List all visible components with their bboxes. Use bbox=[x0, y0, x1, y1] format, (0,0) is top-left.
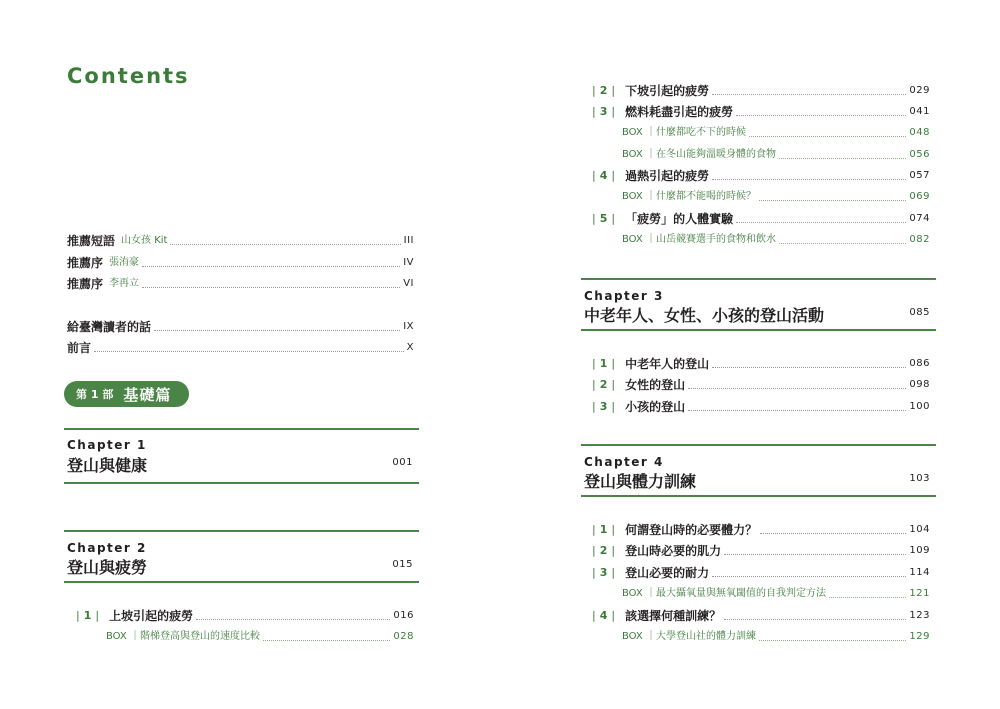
front-entry[interactable] bbox=[67, 277, 414, 291]
leader-dots bbox=[829, 597, 906, 598]
chapter-number: Chapter 4 bbox=[584, 455, 664, 469]
section-title: 燃料耗盡引起的疲勞 bbox=[625, 105, 734, 119]
chapter-header[interactable] bbox=[64, 428, 419, 484]
toc-section-entry[interactable] bbox=[588, 84, 930, 98]
section-title: 上坡引起的疲勞 bbox=[109, 609, 194, 623]
front-entry-label: 前言 bbox=[67, 341, 92, 355]
page-number: X bbox=[406, 342, 414, 353]
section-title: 過熱引起的疲勞 bbox=[625, 169, 710, 183]
section-number: | 1 | bbox=[76, 609, 100, 622]
page-number: 057 bbox=[909, 170, 930, 181]
leader-dots bbox=[94, 351, 404, 352]
section-title: 下坡引起的疲勞 bbox=[625, 84, 710, 98]
box-title: BOX ｜階梯登高與登山的速度比較 bbox=[106, 631, 260, 642]
part-title: 基礎篇 bbox=[123, 385, 172, 404]
chapter-title: 登山與健康 bbox=[67, 456, 148, 475]
leader-dots bbox=[759, 640, 906, 641]
toc-box-entry[interactable] bbox=[622, 587, 930, 601]
section-title: 登山時必要的肌力 bbox=[625, 544, 722, 558]
front-entry-author: 李再立 bbox=[109, 278, 140, 289]
toc-section-entry[interactable] bbox=[588, 544, 930, 558]
page-number: 121 bbox=[909, 588, 930, 599]
chapter-number: Chapter 1 bbox=[67, 438, 147, 452]
page-number: 086 bbox=[909, 358, 930, 369]
page-number: III bbox=[403, 235, 414, 246]
box-title: BOX ｜什麼都吃不下的時候 bbox=[622, 127, 746, 138]
chapter-rule-top bbox=[64, 530, 419, 532]
box-title: BOX ｜最大攝氧量與無氧閾值的自我判定方法 bbox=[622, 588, 826, 599]
leader-dots bbox=[712, 367, 906, 368]
page-number: 041 bbox=[909, 106, 930, 117]
front-entry[interactable] bbox=[67, 320, 414, 334]
toc-box-entry[interactable] bbox=[622, 190, 930, 204]
page-number: 069 bbox=[909, 191, 930, 202]
chapter-rule-top bbox=[581, 444, 936, 446]
page-number: 098 bbox=[909, 379, 930, 390]
section-number: | 4 | bbox=[592, 609, 616, 622]
leader-dots bbox=[760, 533, 906, 534]
page-number: 048 bbox=[909, 127, 930, 138]
toc-box-entry[interactable] bbox=[622, 630, 930, 644]
leader-dots bbox=[196, 619, 390, 620]
page-number: 028 bbox=[393, 631, 414, 642]
page-number: 001 bbox=[392, 457, 413, 468]
section-number: | 2 | bbox=[592, 378, 616, 391]
section-number: | 3 | bbox=[592, 400, 616, 413]
page-number: IX bbox=[403, 321, 414, 332]
toc-box-entry[interactable] bbox=[622, 126, 930, 140]
toc-section-entry[interactable] bbox=[72, 609, 414, 623]
front-entry-author: 張洧豪 bbox=[109, 257, 140, 268]
leader-dots bbox=[142, 266, 400, 267]
toc-section-entry[interactable] bbox=[588, 357, 930, 371]
page-number: 104 bbox=[909, 524, 930, 535]
leader-dots bbox=[712, 94, 906, 95]
chapter-rule-top bbox=[64, 428, 419, 430]
leader-dots bbox=[263, 640, 390, 641]
toc-box-entry[interactable] bbox=[622, 233, 930, 247]
page-number: IV bbox=[403, 257, 414, 268]
section-number: | 2 | bbox=[592, 544, 616, 557]
toc-section-entry[interactable] bbox=[588, 212, 930, 226]
leader-dots bbox=[712, 576, 906, 577]
leader-dots bbox=[759, 200, 906, 201]
section-title: 何謂登山時的必要體力？ bbox=[625, 523, 758, 537]
chapter-title: 登山與體力訓練 bbox=[584, 472, 697, 491]
front-entry-label: 推薦短語 bbox=[67, 234, 116, 248]
section-number: | 1 | bbox=[592, 523, 616, 536]
toc-section-entry[interactable] bbox=[588, 400, 930, 414]
page-number: 085 bbox=[909, 307, 930, 318]
page-number: 056 bbox=[909, 149, 930, 160]
section-title: 「疲勞」的人體實驗 bbox=[625, 212, 734, 226]
toc-section-entry[interactable] bbox=[588, 169, 930, 183]
front-entry[interactable] bbox=[67, 256, 414, 270]
leader-dots bbox=[688, 388, 906, 389]
box-title: BOX ｜大學登山社的體力訓練 bbox=[622, 631, 756, 642]
part-badge bbox=[64, 381, 189, 407]
page-number: 103 bbox=[909, 473, 930, 484]
section-title: 小孩的登山 bbox=[625, 400, 686, 414]
leader-dots bbox=[688, 410, 906, 411]
section-title: 女性的登山 bbox=[625, 378, 686, 392]
toc-section-entry[interactable] bbox=[588, 105, 930, 119]
box-title: BOX ｜山岳競賽選手的食物和飲水 bbox=[622, 234, 776, 245]
chapter-title: 登山與疲勞 bbox=[67, 558, 148, 577]
page-number: 074 bbox=[909, 213, 930, 224]
toc-section-entry[interactable] bbox=[588, 523, 930, 537]
contents-title: Contents bbox=[67, 64, 190, 88]
front-entry[interactable] bbox=[67, 341, 414, 355]
section-number: | 1 | bbox=[592, 357, 616, 370]
toc-section-entry[interactable] bbox=[588, 566, 930, 580]
front-entry-author: 山女孩 Kit bbox=[121, 235, 168, 246]
box-title: BOX ｜什麼都不能喝的時候？ bbox=[622, 191, 756, 202]
leader-dots bbox=[779, 243, 906, 244]
chapter-header[interactable] bbox=[581, 444, 936, 498]
leader-dots bbox=[779, 158, 906, 159]
chapter-rule-bottom bbox=[64, 581, 419, 583]
front-entry-label: 推薦序 bbox=[67, 256, 104, 270]
chapter-title: 中老年人、女性、小孩的登山活動 bbox=[584, 306, 825, 325]
page-number: 114 bbox=[909, 567, 930, 578]
part-number: 第 1 部 bbox=[76, 388, 114, 401]
section-title: 該選擇何種訓練？ bbox=[625, 609, 722, 623]
section-number: | 3 | bbox=[592, 566, 616, 579]
leader-dots bbox=[749, 136, 906, 137]
section-title: 中老年人的登山 bbox=[625, 357, 710, 371]
section-title: 登山必要的耐力 bbox=[625, 566, 710, 580]
page-number: 015 bbox=[392, 559, 413, 570]
box-title: BOX ｜在冬山能夠溫暖身體的食物 bbox=[622, 149, 776, 160]
section-number: | 4 | bbox=[592, 169, 616, 182]
leader-dots bbox=[724, 554, 906, 555]
chapter-rule-top bbox=[581, 278, 936, 280]
chapter-header[interactable] bbox=[581, 278, 936, 332]
page-number: 029 bbox=[909, 85, 930, 96]
chapter-number: Chapter 2 bbox=[67, 541, 147, 555]
leader-dots bbox=[712, 179, 906, 180]
front-entry-label: 給臺灣讀者的話 bbox=[67, 320, 152, 334]
front-entry-label: 推薦序 bbox=[67, 277, 104, 291]
leader-dots bbox=[142, 287, 400, 288]
leader-dots bbox=[170, 244, 400, 245]
chapter-rule-bottom bbox=[581, 495, 936, 497]
page-number: 109 bbox=[909, 545, 930, 556]
leader-dots bbox=[154, 330, 400, 331]
section-number: | 5 | bbox=[592, 212, 616, 225]
section-number: | 3 | bbox=[592, 105, 616, 118]
toc-section-entry[interactable] bbox=[588, 378, 930, 392]
leader-dots bbox=[736, 115, 906, 116]
toc-box-entry[interactable] bbox=[622, 148, 930, 162]
toc-section-entry[interactable] bbox=[588, 609, 930, 623]
page-number: 082 bbox=[909, 234, 930, 245]
page-number: VI bbox=[403, 278, 414, 289]
page-number: 016 bbox=[393, 610, 414, 621]
chapter-number: Chapter 3 bbox=[584, 289, 664, 303]
toc-box-entry[interactable] bbox=[106, 630, 414, 644]
section-number: | 2 | bbox=[592, 84, 616, 97]
page-number: 123 bbox=[909, 610, 930, 621]
chapter-header[interactable] bbox=[64, 530, 419, 584]
page-number: 100 bbox=[909, 401, 930, 412]
chapter-rule-bottom bbox=[581, 329, 936, 331]
front-entry[interactable] bbox=[67, 234, 414, 248]
page-number: 129 bbox=[909, 631, 930, 642]
leader-dots bbox=[724, 619, 906, 620]
chapter-rule-bottom bbox=[64, 482, 419, 484]
leader-dots bbox=[736, 222, 906, 223]
